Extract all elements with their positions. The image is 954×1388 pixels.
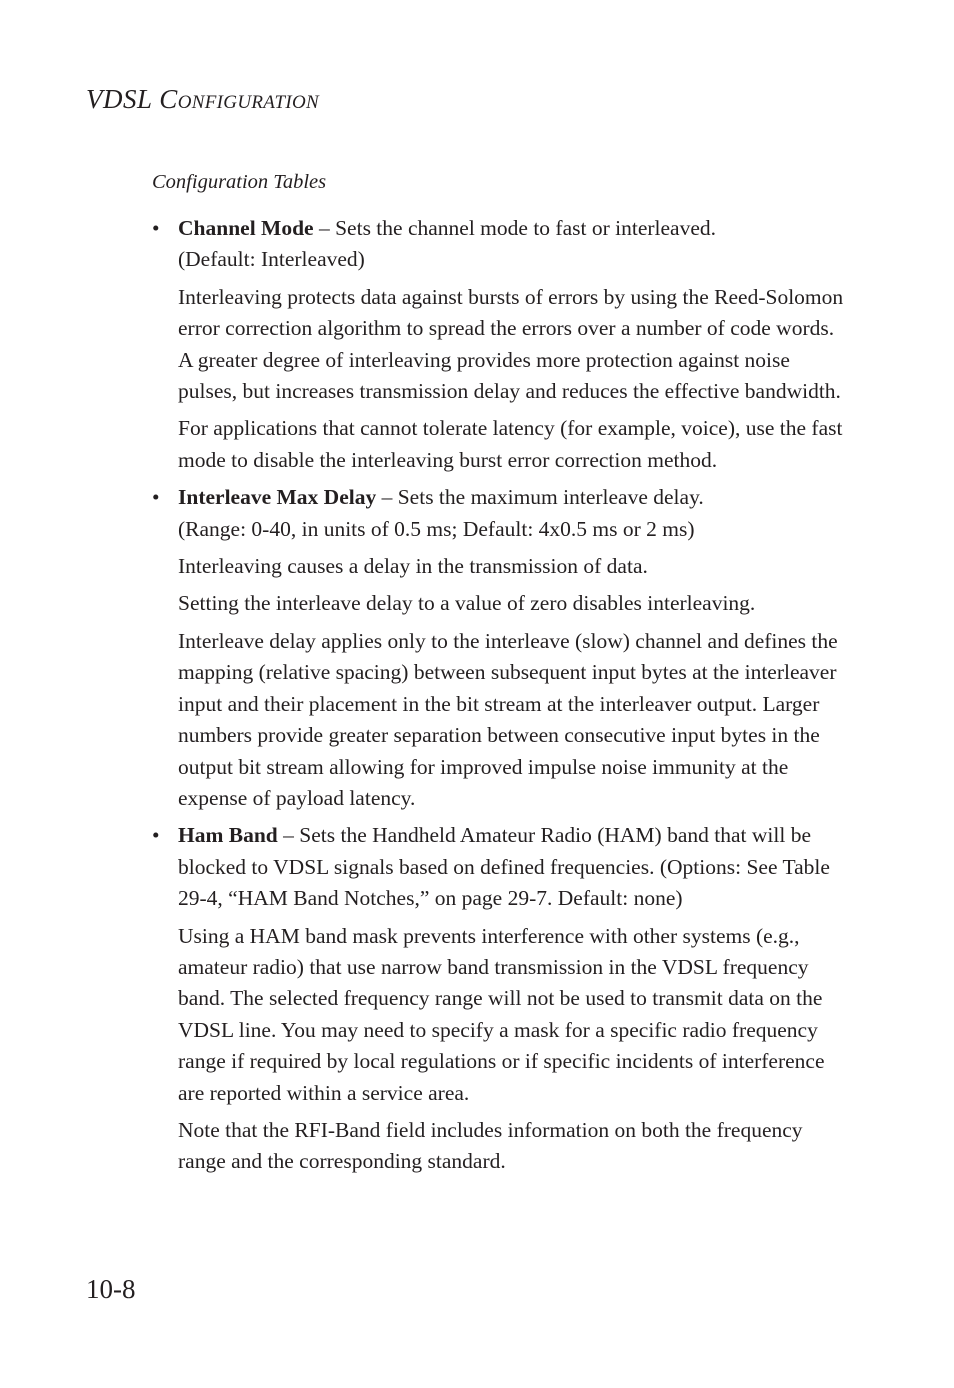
definition-text: – Sets the Handheld Amateur Radio (HAM) band that will be blocked to VDSL signals based on defined frequencies. (Options: See Table 29-4, “HAM Band Notches,” on page 29-7. Default: none) bbox=[178, 823, 830, 911]
list-item-ham-band bbox=[152, 820, 852, 914]
paragraph: Note that the RFI-Band field includes information on both the frequency range and the corresponding standard. bbox=[178, 1117, 803, 1174]
paragraph: Interleaving protects data against bursts of errors by using the Reed-Solomon error correction algorithm to spread the errors over a number of code words. A greater degree of interleaving provides more protection against noise pulses, but increases transmission delay and reduces the effective bandwidth. bbox=[178, 284, 844, 404]
paragraph: For applications that cannot tolerate latency (for example, voice), use the fast mode to disable the interleaving burst error correction method. bbox=[178, 416, 843, 472]
paragraph: Setting the interleave delay to a value of zero disables interleaving. bbox=[178, 591, 756, 616]
document-body bbox=[152, 213, 852, 1178]
paragraph: Interleaving causes a delay in the transmission of data. bbox=[178, 554, 648, 579]
paragraph: Interleave delay applies only to the interleave (slow) channel and defines the mapping (relative spacing) between subsequent input bytes at the interleaver input and their placement in the bit stream at the interleaver output. Larger numbers provide greater separation between consecutive input bytes in the output bit stream allowing for improved impulse noise immunity at the expense of payload latency. bbox=[178, 628, 838, 810]
running-header bbox=[86, 84, 319, 118]
paragraph: Using a HAM band mask prevents interference with other systems (e.g., amateur radio) that use narrow band transmission in the VDSL frequency band. The selected frequency range will not be used to transmit data on the VDSL line. You may need to specify a mask for a specific radio frequency range if required by local regulations or if specific incidents of interference are reported within a service area. bbox=[178, 923, 825, 1105]
term-interleave-max-delay: Interleave Max Delay bbox=[178, 485, 377, 510]
list-item-channel-mode bbox=[152, 213, 852, 276]
bullet: • bbox=[152, 216, 160, 240]
term-ham-band: Ham Band bbox=[178, 823, 278, 848]
definition-line bbox=[178, 213, 852, 244]
section-heading: Configuration Tables bbox=[152, 171, 327, 193]
definition-default: (Default: Interleaved) bbox=[178, 247, 365, 272]
list-item-interleave-max-delay bbox=[152, 482, 852, 545]
definition-text: – Sets the maximum interleave delay. bbox=[376, 485, 704, 510]
chapter-title-first: VDSL C bbox=[86, 84, 178, 114]
definition-range: (Range: 0-40, in units of 0.5 ms; Default: 4x0.5 ms or 2 ms) bbox=[178, 516, 695, 541]
bullet: • bbox=[152, 485, 160, 510]
bullet: • bbox=[152, 823, 160, 848]
term-channel-mode: Channel Mode bbox=[178, 216, 314, 240]
definition-line bbox=[178, 482, 852, 513]
definition-line bbox=[178, 820, 852, 914]
definition-text: – Sets the channel mode to fast or interleaved. bbox=[313, 216, 716, 240]
chapter-title-rest: ONFIGURATION bbox=[177, 92, 319, 113]
page-number: 10-8 bbox=[86, 1274, 136, 1304]
